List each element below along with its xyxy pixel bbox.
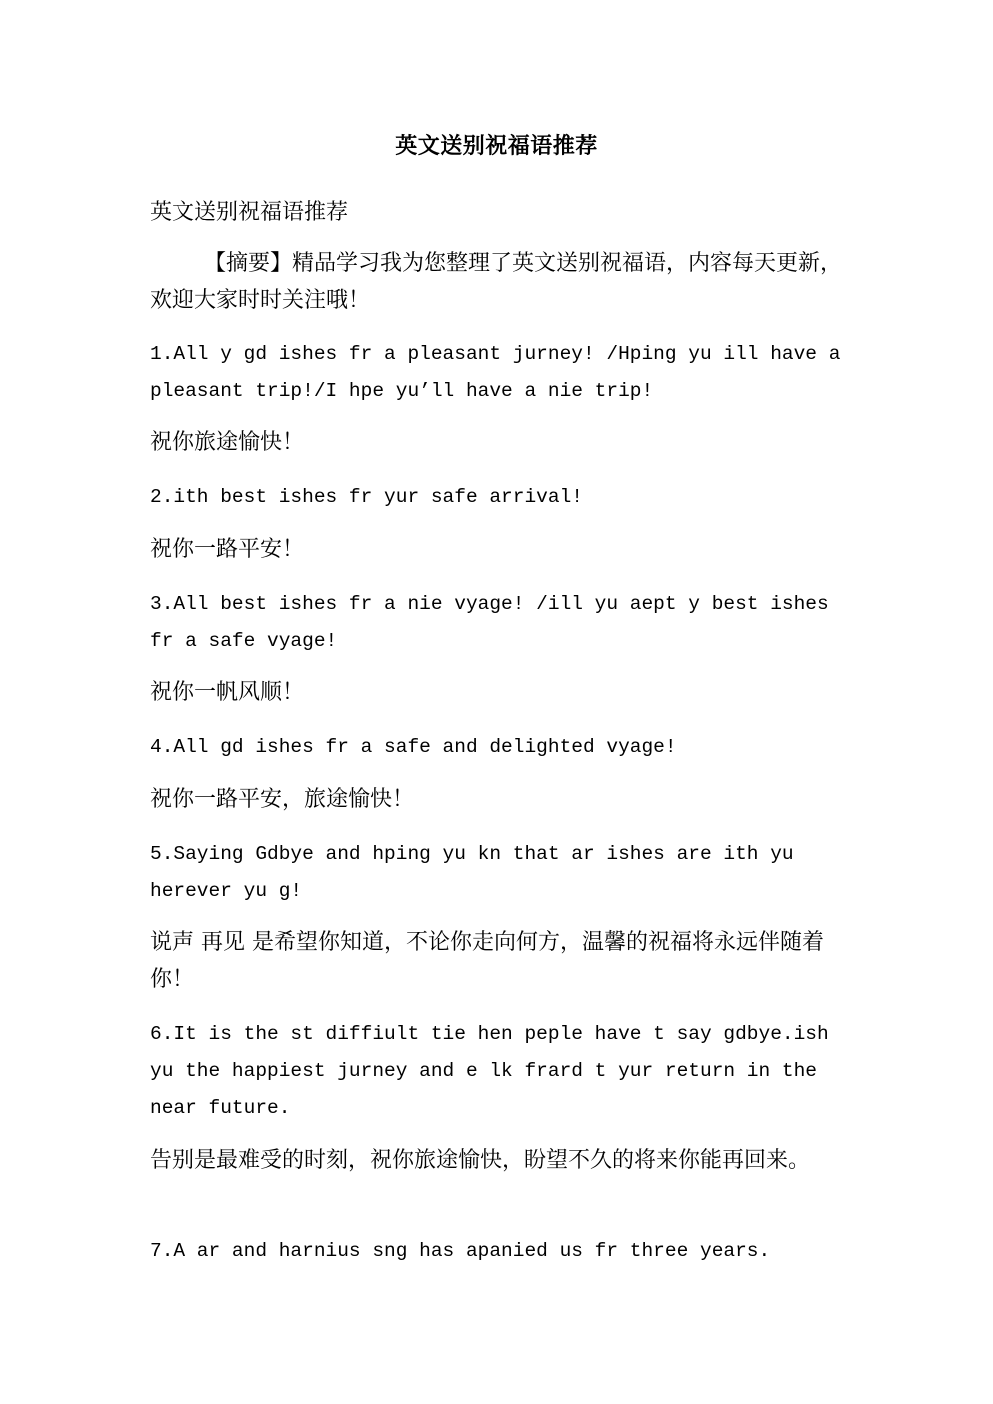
document-title: 英文送别祝福语推荐 — [395, 133, 598, 159]
blessing-7-english: 7.A ar and harnius sng has apanied us fr three years. — [150, 1240, 771, 1262]
blessing-4-chinese: 祝你一路平安，旅途愉快！ — [150, 787, 415, 812]
blessing-6-chinese: 告别是最难受的时刻，祝你旅途愉快，盼望不久的将来你能再回来。 — [150, 1148, 811, 1173]
blessing-2-english: 2.ith best ishes fr yur safe arrival! — [150, 486, 583, 508]
blessing-5-chinese: 说声 再见 是希望你知道，不论你走向何方，温馨的祝福将永远伴随着你！ — [150, 930, 824, 992]
abstract-paragraph: 【摘要】精品学习我为您整理了英文送别祝福语，内容每天更新，欢迎大家时时关注哦！ — [150, 251, 843, 313]
blessing-1-english: 1.All y gd ishes fr a pleasant jurney! /Hping yu ill have a pleasant trip!/I hpe yu’ll have a nie trip! — [150, 343, 853, 402]
blessing-1-chinese: 祝你旅途愉快！ — [150, 430, 305, 455]
blessing-6-english: 6.It is the st diffiult tie hen peple have t say gdbye.ish yu the happiest jurney and e lk frard t yur return in the near future. — [150, 1023, 841, 1119]
blessing-4-english: 4.All gd ishes fr a safe and delighted vyage! — [150, 736, 677, 758]
blessing-3-english: 3.All best ishes fr a nie vyage! /ill yu aept y best ishes fr a safe vyage! — [150, 593, 841, 652]
blessing-5-english: 5.Saying Gdbye and hping yu kn that ar ishes are ith yu herever yu g! — [150, 843, 806, 902]
blessing-2-chinese: 祝你一路平安！ — [150, 537, 305, 562]
document-subtitle: 英文送别祝福语推荐 — [150, 200, 349, 225]
blessing-3-chinese: 祝你一帆风顺！ — [150, 680, 305, 705]
